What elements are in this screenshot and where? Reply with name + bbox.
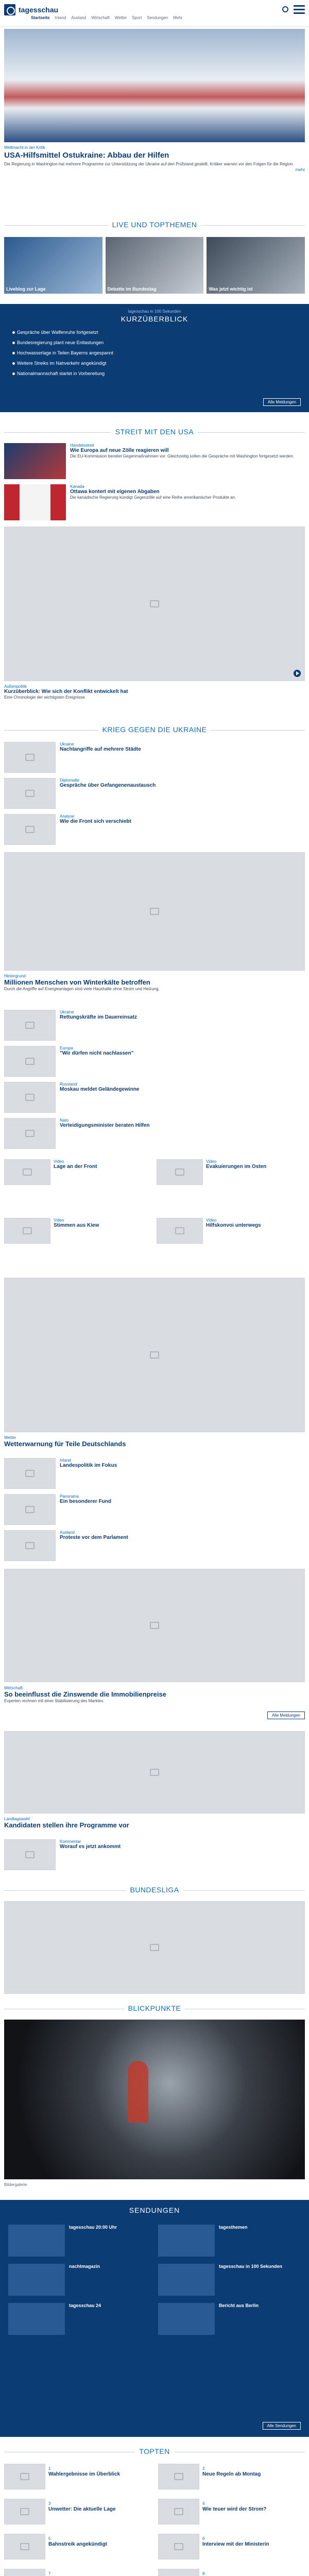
krieg-list-kicker: Russland	[60, 1082, 77, 1087]
sendung-card[interactable]: tagesthemen	[158, 2225, 301, 2257]
hero-more-link[interactable]: mehr	[295, 167, 305, 173]
krieg-item-title: Nachtangriffe auf mehrere Städte	[60, 747, 141, 752]
mix-more-button[interactable]: Alle Meldungen	[267, 1710, 305, 1719]
site-header	[0, 0, 309, 27]
sendungen-more-button[interactable]: Alle Sendungen	[263, 2422, 301, 2430]
search-icon[interactable]	[282, 6, 288, 12]
usa-big-teaser[interactable]	[4, 684, 305, 700]
menu-icon[interactable]	[294, 5, 305, 14]
krieg-list-title: Verteidigungsminister beraten Hilfen	[60, 1123, 150, 1128]
krieg-big-title: Millionen Menschen von Winterkälte betroffen	[4, 978, 150, 986]
topten-item[interactable]: 1 Wahlergebnisse im Überblick	[4, 2464, 151, 2494]
mix-item[interactable]: Inland Landespolitik im Fokus	[4, 1458, 305, 1489]
main-nav	[31, 15, 182, 20]
sendung-card[interactable]: Bericht aus Berlin	[158, 2303, 301, 2335]
kurzueberblick-box	[0, 304, 309, 412]
video-card[interactable]: Video Stimmen aus Kiew	[4, 1218, 152, 1273]
live-card[interactable]	[4, 237, 102, 294]
usa-second[interactable]	[4, 484, 305, 520]
bundesliga-section-heading: BUNDESLIGA	[0, 1886, 309, 1894]
krieg-item[interactable]	[4, 814, 305, 845]
video-card[interactable]: Video Evakuierungen im Osten	[157, 1159, 305, 1214]
kurz-item[interactable]: Weitere Streiks im Nahverkehr angekündigt	[12, 361, 297, 366]
krieg-video-grid	[4, 1159, 305, 1273]
logo-text: tagesschau	[19, 6, 59, 14]
topten-section-heading: TOPTEN	[0, 2447, 309, 2455]
kurz-item[interactable]: Bundesregierung plant neue Entlastungen	[12, 340, 297, 345]
topten-item[interactable]: 3 Unwetter: Die aktuelle Lage	[4, 2499, 151, 2529]
topten-item[interactable]: 8	[158, 2569, 305, 2576]
live-section-heading	[0, 221, 309, 229]
nav-item[interactable]: Startseite	[31, 15, 50, 20]
krieg-list-title: Moskau meldet Geländegewinne	[60, 1087, 140, 1092]
usa-big-image[interactable]	[4, 527, 305, 681]
usa-second-kicker: Kanada	[70, 484, 84, 489]
krieg-list-title: Rettungskräfte im Dauereinsatz	[60, 1014, 138, 1020]
nav-item[interactable]: Sendungen	[147, 15, 168, 20]
mix-item[interactable]: Panorama Ein besonderer Fund	[4, 1494, 305, 1525]
hero-image[interactable]	[4, 29, 305, 142]
hero-kicker: Weltmacht in der Kritik	[4, 145, 45, 150]
usa-second-text: Die kanadische Regierung kündigt Gegenzölle auf eine Reihe amerikanischer Produkte an.	[70, 495, 236, 500]
krieg-list-image	[4, 1046, 56, 1077]
kurz-item[interactable]: Nationalmannschaft startet in Vorbereitung	[12, 371, 297, 376]
krieg-list-image	[4, 1118, 56, 1149]
usa-lead[interactable]	[4, 443, 305, 479]
krieg-big-text: Durch die Angriffe auf Energieanlagen sind viele Haushalte ohne Strom und Heizung.	[4, 987, 160, 991]
usa-big-title: Kurzüberblick: Wie sich der Konflikt entwickelt hat	[4, 689, 128, 694]
sendung-card[interactable]: nachtmagazin	[8, 2264, 151, 2296]
krieg-list-image	[4, 1082, 56, 1113]
teaser2-image[interactable]	[4, 1731, 305, 1814]
hero-text: Die Regierung in Washington hat mehrere Programme zur Unterstützung der Ukraine auf den Prüfstand gestellt. Kritiker warnen vor den Folgen für die Region.	[4, 162, 294, 166]
krieg-list-kicker: Ukraine	[60, 1010, 74, 1014]
krieg-list-kicker: Nato	[60, 1118, 68, 1123]
kurz-list	[12, 330, 297, 381]
live-card-title: Debatte im Bundestag	[107, 286, 157, 292]
logo-mark-icon	[4, 4, 15, 15]
usa-big-text: Eine Chronologie der wichtigsten Ereignisse.	[4, 695, 86, 700]
krieg-item-image	[4, 778, 56, 809]
mix-item[interactable]: Ausland Proteste vor dem Parlament	[4, 1530, 305, 1561]
nav-item[interactable]: Inland	[55, 15, 66, 20]
usa-lead-kicker: Handelsstreit	[70, 443, 94, 448]
usa-section-heading	[0, 428, 309, 436]
teaser2-sub[interactable]: Kommentar Worauf es jetzt ankommt	[4, 1839, 305, 1870]
mix-title: Wetterwarnung für Teile Deutschlands	[4, 1440, 126, 1448]
krieg-list-kicker: Europa	[60, 1046, 73, 1050]
video-card[interactable]: Video Hilfskonvoi unterwegs	[157, 1218, 305, 1273]
blick-section-heading: BLICKPUNKTE	[0, 2004, 309, 2012]
sendungen-title: SENDUNGEN	[129, 2206, 180, 2214]
krieg-list-item[interactable]	[4, 1046, 305, 1077]
nav-item[interactable]: Wetter	[114, 15, 127, 20]
krieg-section-heading	[0, 725, 309, 734]
sendung-card[interactable]: tagesschau 24	[8, 2303, 151, 2335]
play-icon[interactable]	[294, 670, 301, 677]
krieg-item-title: Gespräche über Gefangenenaustausch	[60, 783, 156, 788]
krieg-list-item[interactable]	[4, 1082, 305, 1113]
topten-item[interactable]: 4 Wie teuer wird der Strom?	[158, 2499, 305, 2529]
usa-big-kicker: Außenpolitik	[4, 684, 27, 689]
kurz-kicker: tagesschau in 100 Sekunden	[128, 309, 181, 314]
live-card-title: Liveblog zur Lage	[6, 286, 46, 292]
krieg-list-image	[4, 1010, 56, 1041]
live-cards	[4, 237, 305, 294]
usa-second-image	[4, 484, 66, 520]
live-section-title: LIVE UND TOPTHEMEN	[108, 221, 201, 229]
krieg-item-image	[4, 814, 56, 845]
topten-item[interactable]: 6 Interview mit der Ministerin	[158, 2534, 305, 2564]
krieg-section-title: KRIEG GEGEN DIE UKRAINE	[98, 725, 211, 734]
nav-item[interactable]: Mehr	[173, 15, 183, 20]
blick-gallery-image[interactable]	[4, 2020, 305, 2179]
krieg-item[interactable]	[4, 742, 305, 773]
mix-second-image[interactable]	[4, 1569, 305, 1682]
krieg-item-kicker: Diplomatie	[60, 778, 79, 783]
live-card[interactable]	[207, 237, 305, 294]
kurz-title: KURZÜBERBLICK	[121, 315, 188, 323]
kurz-more-button[interactable]: Alle Meldungen	[263, 398, 301, 406]
hero-title: USA-Hilfsmittel Ostukraine: Abbau der Hilfen	[4, 151, 169, 160]
hero-teaser[interactable]	[4, 145, 305, 173]
logo[interactable]	[4, 4, 58, 15]
live-card-title: Was jetzt wichtig ist	[209, 286, 253, 292]
usa-lead-title: Wie Europa auf neue Zölle reagieren will	[70, 448, 169, 453]
krieg-item-title: Wie die Front sich verschiebt	[60, 819, 131, 824]
mix-big-teaser[interactable]: Wirtschaft So beeinflusst die Zinswende die Immobilienpreise Experten rechnen mit einer Stabilisierung des Marktes.	[4, 1686, 166, 1703]
bundesliga-image[interactable]	[4, 1901, 305, 1994]
krieg-item-image	[4, 742, 56, 773]
nav-item[interactable]: Wirtschaft	[91, 15, 110, 20]
mix-kicker: Wetter	[4, 1435, 16, 1440]
topten-item[interactable]: 7	[4, 2569, 151, 2576]
nav-item[interactable]: Ausland	[71, 15, 87, 20]
krieg-item-kicker: Analyse	[60, 814, 75, 819]
krieg-list-title: "Wir dürfen nicht nachlassen"	[60, 1050, 134, 1056]
sendung-card[interactable]: tagesschau 20:00 Uhr	[8, 2225, 151, 2257]
krieg-big-teaser[interactable]	[4, 974, 305, 992]
sendungen-grid	[8, 2225, 301, 2335]
krieg-list-item[interactable]	[4, 1010, 305, 1041]
topten-item[interactable]: 5 Bahnstreik angekündigt	[4, 2534, 151, 2564]
sendung-card[interactable]: tagesschau in 100 Sekunden	[158, 2264, 301, 2296]
video-card[interactable]: Video Lage an der Front	[4, 1159, 152, 1214]
krieg-list-item[interactable]	[4, 1118, 305, 1149]
mix-big-image[interactable]	[4, 1278, 305, 1432]
kurz-item[interactable]: Hochwasserlage in Teilen Bayerns angespannt	[12, 350, 297, 355]
usa-second-title: Ottawa kontert mit eigenen Abgaben	[70, 489, 160, 495]
usa-section-title: STREIT MIT DEN USA	[111, 428, 198, 436]
blick-caption: Bildergalerie	[4, 2182, 27, 2187]
krieg-big-kicker: Hintergrund	[4, 974, 26, 978]
krieg-item[interactable]	[4, 778, 305, 809]
kurz-item[interactable]: Gespräche über Waffenruhe fortgesetzt	[12, 330, 297, 335]
topten-list	[4, 2464, 305, 2576]
topten-item[interactable]: 2 Neue Regeln ab Montag	[158, 2464, 305, 2494]
krieg-big-image[interactable]	[4, 852, 305, 971]
nav-item[interactable]: Sport	[132, 15, 142, 20]
mix-teaser[interactable]	[4, 1435, 305, 1448]
krieg-item-kicker: Ukraine	[60, 742, 74, 747]
teaser2[interactable]: Landtagswahl Kandidaten stellen ihre Programme vor	[4, 1817, 129, 1829]
sendungen-box	[0, 2200, 309, 2437]
usa-lead-image	[4, 443, 66, 479]
live-card[interactable]	[106, 237, 204, 294]
usa-lead-text: Die EU-Kommission bereitet Gegenmaßnahmen vor. Gleichzeitig sollen die Gespräche mit Washington fortgesetzt werden.	[70, 454, 295, 459]
